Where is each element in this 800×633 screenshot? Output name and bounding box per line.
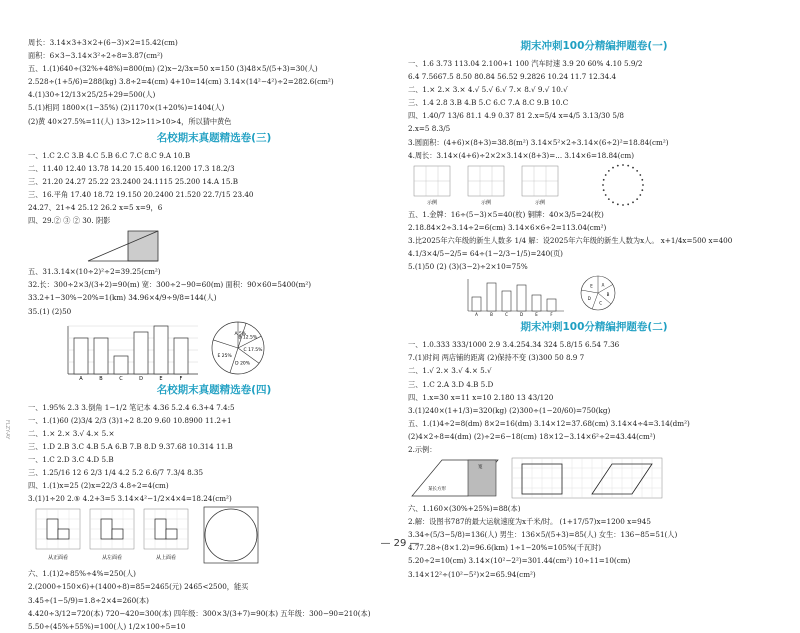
answer-line: 六、1.(1)2÷85%÷4%=250(人) <box>28 569 136 579</box>
answer-line: 四、1.x=30 x=11 x=10 2.180 13 43/120 <box>408 392 554 402</box>
answer-line: 2.示例： <box>408 444 437 454</box>
answer-line: 三、1.25/16 12 6 2/3 1/4 4.2 5.2 6.6/7 7.3/4 8.35 <box>28 468 204 478</box>
fig-label: 某长方形 <box>428 487 446 493</box>
answer-line: 35.(1) (2)50 <box>28 306 72 316</box>
dot <box>617 203 619 205</box>
bar-category-label: A <box>79 375 83 380</box>
bar <box>502 291 511 311</box>
answer-line: 一、1.6 3.73 113.04 2.100+1 100 汽车时速 3.9 20 60% 4.10 5.9/2 <box>408 59 643 68</box>
view-block <box>101 519 112 539</box>
dot <box>632 167 634 169</box>
answer-line: 33.2+1−30%−20%=1(km) 34.96×4/9÷9/8=144(人) <box>28 293 217 303</box>
answer-line: 4.周长：3.14×(4+6)÷2×2×3.14×(8+3)=... 3.14×6=18.84(cm) <box>408 150 635 160</box>
answer-line: 4.1/3×4/5−2/5= 64÷(1−2/3−1/5)=240(页) <box>408 249 563 259</box>
bar <box>134 332 148 374</box>
answer-line: 二、1.√ 2.× 3.√ 4.× 5.√ <box>408 366 492 376</box>
answer-line: 3.45÷(1−5/9)=1.8÷2×4=260(本) <box>28 595 149 605</box>
pie-slice-label: B <box>606 292 610 298</box>
bar <box>174 338 188 374</box>
section-title-final-2: 期末冲刺100分精编押题卷(二) <box>520 321 668 334</box>
dot <box>605 174 607 176</box>
pie-slice-label: D 20% <box>235 360 251 366</box>
answer-line: 5.50÷(45%+55%)=100(人) 1/2×100÷5=10 <box>28 621 186 631</box>
grid-label: 示例 <box>534 199 546 206</box>
answer-line: 3.34÷(5/3−5/8)=136(人) 男生：136×5/(5+3)=85(人) 女生：136−85=51(人) <box>408 530 678 540</box>
dot <box>605 194 607 196</box>
answer-line: 四、1.40/7 13/6 81.1 4.9 0.37 81 2.x=5/4 x=4/5 3.13/30 5/8 <box>408 111 624 121</box>
section-title-exam-3: 名校期末真题精选卷(三) <box>156 131 272 144</box>
view-label: 从上面看 <box>155 555 177 562</box>
dot <box>622 204 624 206</box>
bar <box>547 299 556 311</box>
dot <box>636 170 638 172</box>
answer-line: 三、21.20 24.27 25.22 23.2400 24.1115 25.200 14.A 15.B <box>28 176 239 186</box>
answer-line: 五、1.(1)640÷(32%+48%)=800(m) (2)x−2/3x=50 x=150 (3)48×5/(5+3)=30(人) <box>28 64 318 74</box>
answer-line: 2.528÷(1+5/6)=288(kg) 3.8÷2=4(cm) 4+10=14(cm) 3.14×(14²−4²)÷2=282.6(cm²) <box>28 77 334 87</box>
answer-line: 一、1.95% 2.3 3.倒角 1−1/2 笔记本 4.36 5.2.4 6.3+4 7.4:5 <box>28 402 235 412</box>
bar-category-label: B <box>490 312 493 318</box>
dot <box>612 167 614 169</box>
figure-row-r-charts <box>408 273 780 317</box>
figure-row-grids <box>408 162 780 208</box>
answer-line: 周长：3.14×3+3×2+(6−3)×2=15.42(cm) <box>28 38 178 47</box>
answer-line: 6.4 7.5667.5 8.50 80.84 56.52 9.2826 10.24 11.7 12.34.4 <box>408 72 617 82</box>
view-block <box>155 519 166 539</box>
answer-line: 一、1.C 2.C 3.B 4.C 5.B 6.C 7.C 8.C 9.A 10.B <box>28 150 191 160</box>
answer-line: 一、1.C 2.D 3.C 4.D 5.B <box>28 454 114 464</box>
answer-line: 面积：6×3−3.14×3²÷2÷8=3.87(cm²) <box>28 51 163 61</box>
answer-line: (2)黄 40×27.5%=11(人) 13>12>11>10>4，所以猜中黄色 <box>28 116 232 126</box>
bar-category-label: A <box>475 312 478 318</box>
dot <box>608 198 610 200</box>
answer-line: 5.(1)相同 1800×(1−35%) (2)1170×(1+20%)=1404(人) <box>28 103 225 113</box>
bar <box>472 297 481 311</box>
bar <box>94 338 108 374</box>
bar <box>487 283 496 311</box>
pie-slice-label: C 17.5% <box>243 347 263 353</box>
grid-label: 示例 <box>480 199 492 206</box>
section-title-exam-4: 名校期末真题精选卷(四) <box>156 383 272 396</box>
answer-line: 2.(2000÷150×6)+(1400÷8)=85=2465(元) 2465<2500，能买 <box>28 582 249 592</box>
q30-triangle-figure <box>28 227 400 265</box>
pie-slice-label: C <box>599 300 602 306</box>
pie-slice-label: E 25% <box>217 353 232 359</box>
answer-line: 一、1.0.333 333/1000 2.9 3.4.254.34 324 5.8/15 6.54 7.36 <box>408 340 620 350</box>
pie-slice-label: B 12.5% <box>238 335 258 341</box>
answer-line: 5.20÷2=10(cm) 3.14×(10²−2²)=301.44(cm²) 10÷11=10(cm) <box>408 556 631 566</box>
pie-slice-label: D <box>587 296 591 302</box>
dot <box>612 201 614 203</box>
dot <box>622 164 624 166</box>
answer-line: 六、1.160×(30%+25%)=88(本) <box>408 504 521 514</box>
answer-line: 五、1.金牌：16÷(5−3)×5=40(枚) 铜牌：40×3/5=24(枚) <box>408 209 604 219</box>
answer-line: 四、29.② ③ ② 30. 阴影 <box>28 216 111 226</box>
dot <box>636 198 638 200</box>
figure-row-r2 <box>408 456 780 502</box>
answer-line: 三、1.4 2.8 3.B 4.B 5.C 6.C 7.A 8.C 9.B 10.C <box>408 98 569 108</box>
bar-category-label: E <box>159 375 163 380</box>
answer-line: 二、1.× 2.× 3.× 4.√ 5.√ 6.√ 7.× 8.√ 9.√ 10.√ <box>408 85 568 95</box>
dot <box>603 179 605 181</box>
inscribed-circle <box>205 509 257 561</box>
dot <box>639 194 641 196</box>
view-block <box>47 519 58 539</box>
answer-line: 24.27、21÷4 25.12 26.2 x=5 x=9，6 <box>28 203 163 213</box>
answer-line: 3.(1)240×(1+1/3)=320(kg) (2)300÷(1−20/60)=750(kg) <box>408 405 611 415</box>
right-column <box>408 36 780 581</box>
grid-label: 示例 <box>426 199 438 206</box>
q30-shaded-rect <box>128 231 158 261</box>
pie-slice-label: E <box>590 283 593 289</box>
dot <box>632 201 634 203</box>
pie-slice-label: A 5% <box>234 331 247 337</box>
answer-line: 二、1.× 2.× 3.√ 4.× 5.× <box>28 428 115 438</box>
dot <box>602 184 604 186</box>
side-code: FLZY-AY <box>4 420 10 440</box>
bar-category-label: F <box>179 375 183 380</box>
bar <box>154 326 168 374</box>
dot <box>641 179 643 181</box>
view-label: 从左面看 <box>101 555 123 562</box>
answer-line: 3.(1)1÷20 2.⑤ 4.2+3=5 3.14×4²−1/2×4×4=18.24(cm²) <box>28 494 232 504</box>
answer-line: 一、1.(1)60 (2)3/4 2/3 (3)1÷2 8.20 9.60 10.8900 11.2+1 <box>28 415 232 425</box>
bar-category-label: B <box>99 375 103 380</box>
three-views-figure <box>28 505 400 567</box>
answer-line: 5.(1)50 (2) (3)(3−2)÷2×10=75% <box>408 262 528 272</box>
dot <box>641 189 643 191</box>
dot <box>603 189 605 191</box>
dot <box>642 184 644 186</box>
bar-category-label: D <box>139 375 143 380</box>
answer-line: 3.比2025年六年级的新生人数多 1/4 解：设2025年六年级的新生人数为x人。 x+1/4x=500 x=400 <box>408 235 733 245</box>
bar-category-label: C <box>119 375 123 380</box>
answer-line: 4.(1)30÷12/13×25/25+29=500(人) <box>28 90 156 100</box>
section-title-final-1: 期末冲刺100分精编押题卷(一) <box>520 40 668 52</box>
answer-line: 2.解：设图书787的最大运航速度为x千米/时。 (1+17/57)x=1200 x=945 <box>408 517 651 527</box>
answer-line: 4.420÷3/12=720(本) 720−420=300(本) 四年级：300×3/(3+7)=90(本) 五年级：300−90=210(本) <box>28 608 371 618</box>
fig-label: 宽 <box>478 465 483 471</box>
answer-line: 二、11.40 12.40 13.78 14.20 15.400 16.1200 17.3 18.2/3 <box>28 163 235 173</box>
dot <box>617 165 619 167</box>
dot <box>608 170 610 172</box>
answer-line: 3.14×12²÷(10²−5²)×2=65.94(cm²) <box>408 569 536 579</box>
figure-row-q35 <box>28 318 400 380</box>
answer-line: 3.圆面积：(4+6)×(8+3)=38.8(m²) 3.14×5²×2÷3.14×(6÷2)²=18.84(cm²) <box>408 137 669 147</box>
answer-line: 三、1.C 2.A 3.D 4.B 5.D <box>408 379 494 389</box>
answer-line: 7.(1)时间 两店铺的距离 (2)保持不变 (3)300 50 8.9 7 <box>408 353 585 363</box>
figure-row-views <box>28 505 400 567</box>
figure-row-q29 <box>28 227 400 265</box>
bar-category-label: E <box>535 312 538 318</box>
dot <box>627 203 629 205</box>
answer-line: 2.18.84×2÷3.14÷2=6(cm) 3.14×6×6÷2=113.04(cm²) <box>408 222 607 232</box>
answer-line: 2.x=5 8.3/5 <box>408 124 451 134</box>
bar <box>532 295 541 311</box>
answer-line: 五、1.(1)4÷2=8(dm) 8×2=16(dm) 3.14×12=37.68(cm) 3.14×4÷4=3.14(dm²) <box>408 418 690 428</box>
right-bar-pie-charts <box>408 273 780 317</box>
bar-category-label: C <box>505 312 508 318</box>
answer-line: (2)4×2÷8=4(dm) (2)÷2=6−18(cm) 18×12−3.14×6²÷2=43.44(cm²) <box>408 431 656 441</box>
answer-line: 五、31.3.14×(10÷2)²÷2=39.25(cm²) <box>28 267 161 277</box>
bar-category-label: F <box>550 312 553 318</box>
bar <box>517 285 526 311</box>
page-number: — 29 — <box>380 538 420 549</box>
view-label: 从正面看 <box>47 555 69 562</box>
answer-line: 四、1.(1)x=25 (2)x=22/3 4.8÷2=4(cm) <box>28 481 169 491</box>
q35-bar-chart <box>28 318 400 380</box>
pie-slice-label: A <box>601 282 605 288</box>
dot <box>627 165 629 167</box>
answer-line: 三、1.D 2.B 3.C 4.B 5.A 6.B 7.B 8.D 9.37.68 10.314 11.B <box>28 441 233 451</box>
answer-line: 三、16.平角 17.40 18.72 19.150 20.2400 21.520 22.7/15 23.40 <box>28 189 254 199</box>
bar <box>114 356 128 374</box>
grid-figures <box>408 162 780 208</box>
dot <box>639 174 641 176</box>
parallelogram-figures <box>408 456 780 502</box>
bar-category-label: D <box>519 312 524 318</box>
bar <box>74 338 88 374</box>
answer-line: 32.长：300÷2×3/(3+2)=90(m) 宽：300÷2−90=60(m) 面积：90×60=5400(m²) <box>28 280 312 290</box>
answer-line: 4.77.28÷(8×1.2)=96.6(km) 1÷1−20%=105%(千瓦时) <box>408 543 602 553</box>
